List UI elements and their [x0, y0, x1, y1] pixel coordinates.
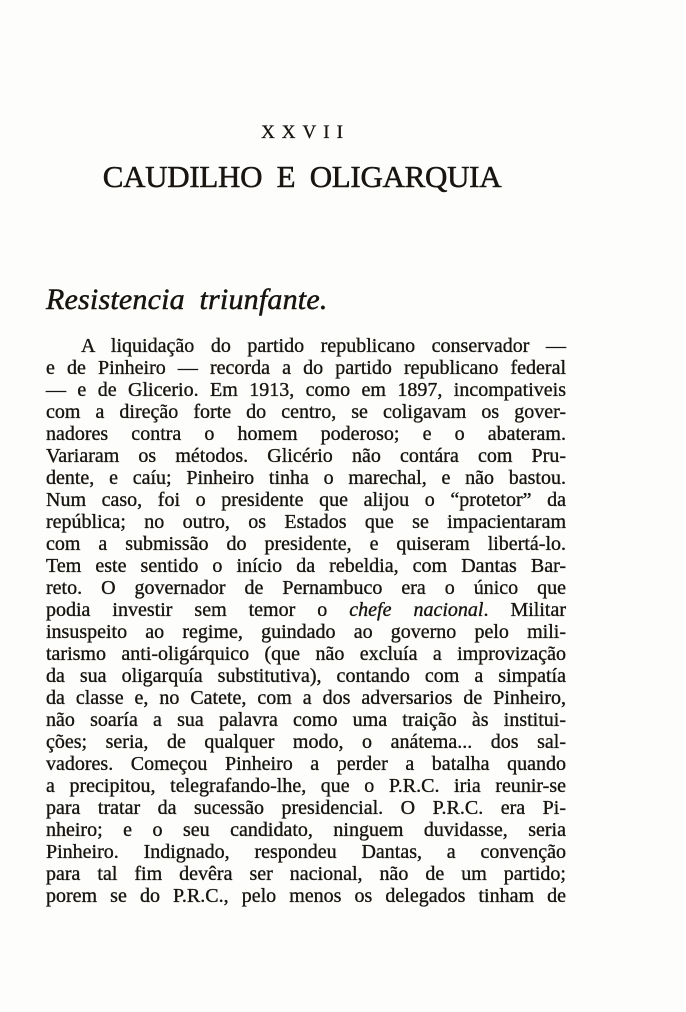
text-segment: dente, e caíu; Pinheiro tinha o marechal, e não bastou. — [46, 467, 566, 489]
text-segment: república; no outro, os Estados que se impacientaram — [46, 511, 566, 533]
text-line — [46, 533, 566, 555]
text-segment: não soaría a sua palavra como uma traição às institui- — [46, 709, 566, 731]
text-segment: vadores. Começou Pinheiro a perder a batalha quando — [46, 753, 566, 775]
text-line — [46, 885, 566, 907]
chapter-number: XXVII — [261, 122, 350, 143]
text-segment: tarismo anti-oligárquico (que não excluía a improvização — [46, 643, 566, 665]
text-segment: ções; seria, de qualquer modo, o anátema... dos sal- — [46, 731, 566, 753]
paragraph — [46, 335, 566, 907]
text-line — [46, 643, 566, 665]
text-line — [46, 687, 566, 709]
text-line — [46, 599, 566, 621]
chapter-title: CAUDILHO E OLIGARQUIA — [102, 159, 502, 194]
text-line — [46, 775, 566, 797]
text-line — [46, 731, 566, 753]
text-segment: da classe e, no Catete, com a dos adversarios de Pinheiro, — [46, 687, 566, 709]
text-segment: — e de Glicerio. Em 1913, como em 1897, incompativeis — [46, 379, 566, 401]
text-line — [46, 555, 566, 577]
text-segment: com a submissão do presidente, e quiseram libertá-lo. — [46, 533, 566, 555]
text-segment: a precipitou, telegrafando-lhe, que o P.R.C. iria reunir-se — [46, 775, 566, 797]
text-line — [46, 819, 566, 841]
text-line — [46, 379, 566, 401]
text-segment: nheiro; e o seu candidato, ninguem duvidasse, seria — [46, 819, 566, 841]
text-segment: para tratar da sucessão presidencial. O P.R.C. era Pi- — [46, 797, 566, 819]
text-line — [46, 335, 566, 357]
text-line — [46, 841, 566, 863]
text-segment: para tal fim devêra ser nacional, não de um partido; — [46, 863, 566, 885]
text-segment: e de Pinheiro — recorda a do partido republicano federal — [46, 357, 566, 379]
text-line — [46, 511, 566, 533]
text-column — [46, 122, 566, 907]
text-segment: porem se do P.R.C., pelo menos os delegados tinham de — [46, 885, 566, 907]
text-segment: reto. O governador de Pernambuco era o único que — [46, 577, 566, 599]
text-line — [46, 423, 566, 445]
text-segment: A liquidação do partido republicano conservador — — [81, 335, 566, 357]
text-line — [46, 489, 566, 511]
text-segment: podia investir sem temor o — [46, 599, 350, 621]
section-heading: Resistencia triunfante. — [46, 283, 328, 316]
text-line — [46, 709, 566, 731]
text-line — [46, 797, 566, 819]
text-line — [46, 665, 566, 687]
text-line — [46, 467, 566, 489]
text-line — [46, 863, 566, 885]
text-segment: Num caso, foi o presidente que alijou o “protetor” da — [46, 489, 566, 511]
text-line — [46, 445, 566, 467]
text-segment: com a direção forte do centro, se coligavam os gover- — [46, 401, 566, 423]
text-segment: nadores contra o homem poderoso; e o abateram. — [46, 423, 566, 445]
text-segment: Tem este sentido o início da rebeldia, com Dantas Bar- — [46, 555, 566, 577]
text-line — [46, 621, 566, 643]
text-line — [46, 753, 566, 775]
text-line — [46, 401, 566, 423]
italic-text-segment: chefe nacional — [349, 599, 484, 621]
text-line — [46, 577, 566, 599]
text-segment: Variaram os métodos. Glicério não contára com Pru- — [46, 445, 566, 467]
text-segment: Pinheiro. Indignado, respondeu Dantas, a convenção — [46, 841, 566, 863]
text-segment: . Militar — [483, 599, 567, 621]
text-line — [46, 357, 566, 379]
text-segment: da sua oligarquía substitutiva), contando com a simpatía — [46, 665, 566, 687]
text-segment: insuspeito ao regime, guindado ao governo pelo mili- — [46, 621, 566, 643]
